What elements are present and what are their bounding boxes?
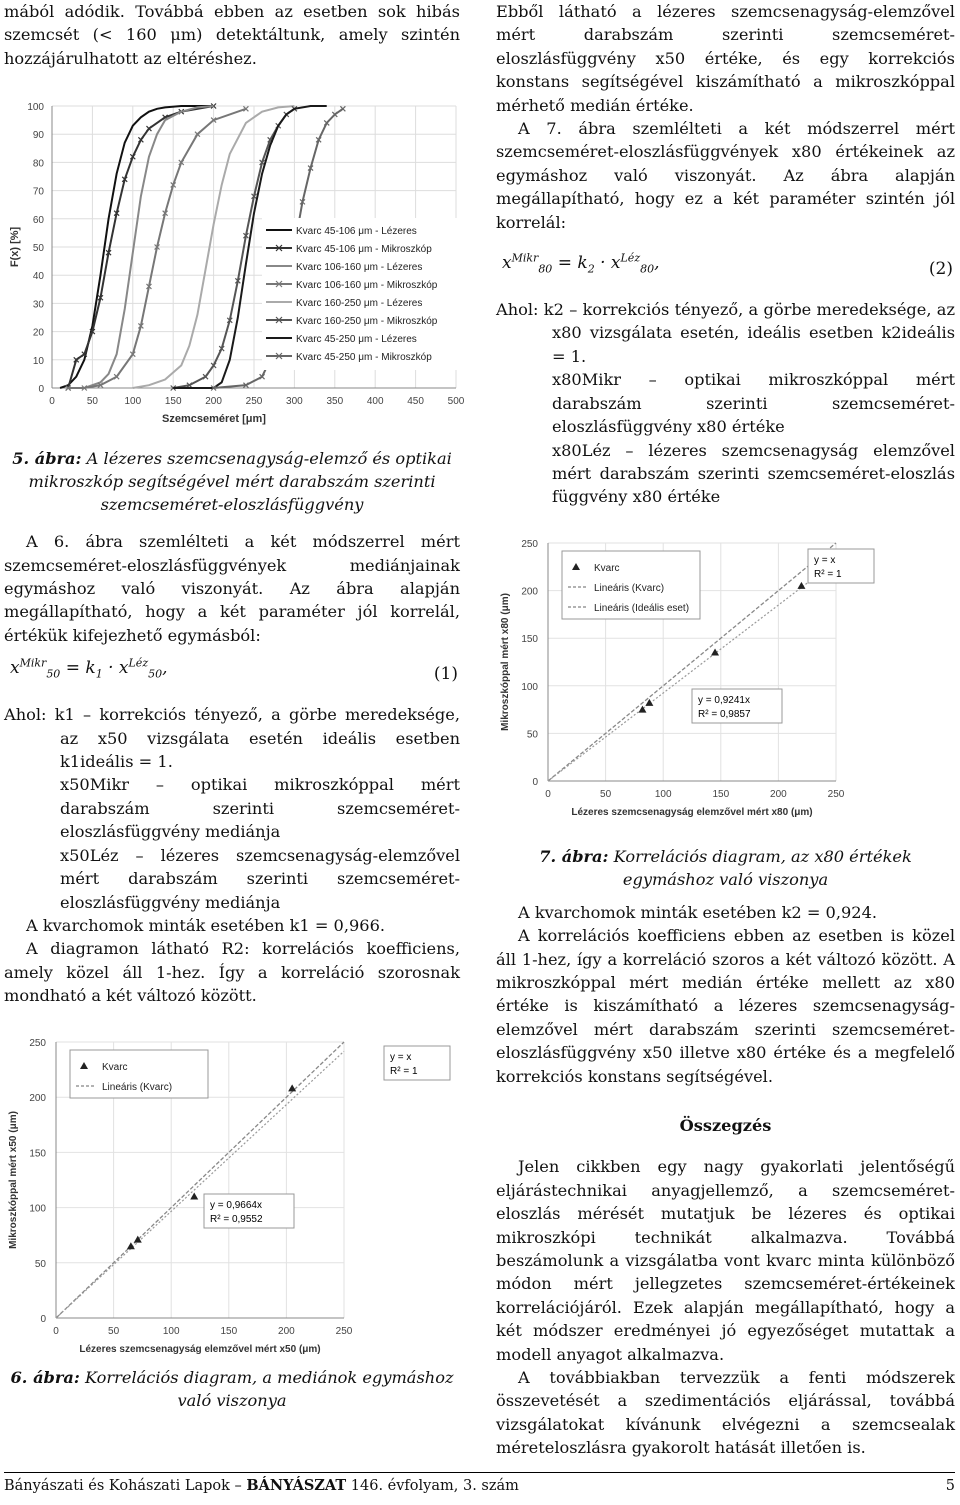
- x-tick-label: 350: [326, 396, 344, 408]
- y-tick-label: 200: [521, 586, 538, 598]
- x-tick-label: 100: [654, 788, 672, 800]
- y-tick-label: 40: [32, 271, 44, 283]
- legend-label: Kvarc 160-250 μm - Lézeres: [296, 298, 423, 310]
- x-tick-label: 450: [407, 396, 424, 408]
- legend-label: Kvarc 106-160 μm - Mikroszkóp: [296, 280, 438, 292]
- equation-body: $x^{Mikr}_{50} = k_1 \cdot x^{Léz}_{50}$,: [10, 656, 168, 681]
- caption-label: 6. ábra:: [10, 1367, 80, 1387]
- equation-body: $x^{Mikr}_{80} = k_2 \cdot x^{Léz}_{80}$,: [502, 251, 660, 276]
- x-tick-label: 100: [124, 396, 142, 408]
- legend-label: Lineáris (Ideális eset): [594, 602, 690, 614]
- paragraph: A kvarchomok minták esetében k2 = 0,924.: [518, 902, 878, 922]
- y-tick-label: 0: [532, 776, 538, 788]
- y-tick-label: 20: [32, 327, 44, 339]
- annotation: R² = 1: [390, 1065, 418, 1077]
- legend-label: Lineáris (Kvarc): [102, 1081, 173, 1093]
- paragraph: A továbbiakban tervezzük a fenti módszerek összevetését a szedimentációs eljárással, továbbá vizsgálatokat kívánunk elvégezni a szemcsealak méreteloszlásra gyakorolt hatását illetően is.: [496, 1368, 955, 1458]
- paragraph: A kvarchomok minták esetében k1 = 0,966.: [26, 915, 386, 935]
- legend-box: [262, 218, 458, 370]
- caption-text: Korrelációs diagram, a mediánok egymáshoz való viszonya: [79, 1367, 454, 1410]
- caption-text: A lézeres szemcsenagyság-elemző és optikai mikroszkóp segítségével mért darabszám szerinti szemcseméret-eloszlásfüggvény: [28, 449, 452, 515]
- legend: [70, 1050, 208, 1098]
- y-tick-label: 100: [27, 102, 44, 114]
- y-tick-label: 80: [32, 158, 44, 170]
- y-tick-label: 0: [40, 1313, 46, 1325]
- caption-label: 5. ábra:: [12, 449, 82, 469]
- journal-volume: 146. évfolyam, 3. szám: [350, 1478, 519, 1494]
- caption-text: Korrelációs diagram, az x80 értékek egymáshoz való viszonya: [608, 846, 912, 889]
- x-tick-label: 0: [49, 396, 55, 408]
- annotation: R² = 1: [814, 568, 842, 580]
- x-tick-label: 300: [286, 396, 303, 408]
- left-column: [4, 0, 465, 1412]
- paragraph: A 7. ábra szemlélteti a két módszerrel mért szemcseméret-eloszlásfüggvények x80 értékeinek az egymáshoz való viszonyát. Az ábra alapján megállapítható, hogy ez a két paraméter szintén jól korrelál:: [496, 119, 955, 232]
- y-axis-label: Mikroszkóppal mért x80 (μm): [500, 592, 511, 731]
- y-axis-label: Mikroszkóppal mért x50 (μm): [8, 1110, 19, 1249]
- y-tick-label: 100: [521, 681, 538, 693]
- x-axis-label: Lézeres szemcsenagyság elemzővel mért x80 (μm): [571, 806, 813, 818]
- paragraph: mából adódik. Továbbá ebben az esetben sok hibás szemcsét (< 160 μm) detektáltunk, amely szintén hozzájárulhatott az eltéréshez.: [4, 2, 460, 68]
- paragraph: A korrelációs koefficiens ebben az esetben is közel áll 1-hez, így a korreláció szoros a két változó között. A mikroszkóppal mért medián értéke mellett az x80 értéke is kiszámítható a lézeres szemcsenagyság-elemzővel mért darabszám szerinti szemcseméret-eloszlásfüggvény x50 illetve x80 értéke és a megfelelő korrekciós konstans segítségével.: [496, 926, 955, 1086]
- caption-label: 7. ábra:: [539, 846, 609, 866]
- y-tick-label: 150: [29, 1147, 46, 1159]
- x-tick-label: 0: [53, 1325, 59, 1337]
- annotation: R² = 0,9552: [210, 1213, 263, 1225]
- definition-k2: Ahol: k2 – korrekciós tényező, a görbe meredeksége, az x80 vizsgálata esetén, ideális esetben k2ideális = 1.: [496, 300, 955, 366]
- definition-lez: x80Léz – lézeres szemcsenagyság elemzővel mért darabszám szerinti szemcseméret-eloszlás függvény x80 értéke: [552, 440, 955, 507]
- definition-lez: x50Léz – lézeres szemcsenagyság-elemzővel mért darabszám szerinti szemcseméret-eloszlásfüggvény mediánja: [60, 845, 460, 912]
- definition-mikr: x50Mikr – optikai mikroszkóppal mért darabszám szerinti szemcseméret-eloszlásfüggvény mediánja: [60, 775, 460, 842]
- x-tick-label: 400: [366, 396, 384, 408]
- y-tick-label: 250: [521, 538, 538, 550]
- paragraph: Jelen cikkben egy nagy gyakorlati jelentőségű eljárástechnikai anyagjellemző, a szemcseméret-eloszlás mérését mutatjuk be lézeres és optikai mikroszkópi technikát alkalmazva. Továbbá beszámolunk a vizsgálatba vont kvarc minta különböző módon mért jellegzetes szemcseméret-értékeinek korrelációjáról. Ezek alapján megállapítható, hogy a két módszer eredményei jó egyezőséget mutattak a modell anyagot alkalmazva.: [496, 1157, 955, 1364]
- figure-6-chart: [4, 1024, 460, 1364]
- journal-section: BÁNYÁSZAT: [246, 1477, 347, 1494]
- legend: [262, 218, 458, 370]
- x-tick-label: 200: [205, 396, 222, 408]
- y-tick-label: 100: [29, 1203, 46, 1215]
- y-tick-label: 90: [32, 130, 44, 142]
- definition-k1: Ahol: k1 – korrekciós tényező, a görbe meredeksége, az x50 vizsgálata esetén ideális esetben k1ideális = 1.: [4, 705, 460, 772]
- y-tick-label: 50: [32, 243, 44, 255]
- legend-label: Kvarc 45-106 μm - Mikroszkóp: [296, 244, 432, 256]
- annotation: y = 0,9664x: [210, 1199, 262, 1211]
- y-tick-label: 30: [32, 299, 44, 311]
- x-axis-label: Lézeres szemcsenagyság elemzővel mért x50 (μm): [79, 1343, 321, 1355]
- annotation: y = 0,9241x: [698, 694, 750, 706]
- legend-label: Lineáris (Kvarc): [594, 582, 665, 594]
- journal-name: Bányászati és Kohászati Lapok: [4, 1478, 230, 1494]
- figure-5-chart: [4, 88, 465, 433]
- legend-label: Kvarc 45-250 μm - Mikroszkóp: [296, 352, 432, 364]
- equation-number: (1): [433, 664, 458, 685]
- y-tick-label: 10: [32, 356, 44, 368]
- figure-7-chart: [496, 529, 952, 839]
- section-heading: Összegzés: [679, 1115, 772, 1135]
- y-tick-label: 200: [29, 1092, 46, 1104]
- figure-7-caption: [496, 845, 955, 891]
- legend-label: Kvarc 160-250 μm - Mikroszkóp: [296, 316, 438, 328]
- equation-number: (2): [928, 259, 953, 280]
- x-tick-label: 200: [770, 788, 787, 800]
- x-axis-label: Szemcseméret [μm]: [162, 413, 266, 426]
- y-axis-label: F(x) [%]: [9, 227, 21, 268]
- y-tick-label: 150: [521, 633, 538, 645]
- paragraph: A 6. ábra szemlélteti a két módszerrel mért szemcseméret-eloszlásfüggvények mediánjainak egymáshoz való viszonyát. Az ábra alapján megállapítható, hogy a két paraméter jól korrelál, értékük kifejezhető egymásból:: [4, 532, 460, 645]
- annotation: R² = 0,9857: [698, 708, 751, 720]
- legend-label: Kvarc 45-106 μm - Lézeres: [296, 226, 417, 238]
- equation-1: [4, 647, 460, 703]
- x-tick-label: 150: [220, 1325, 238, 1337]
- x-tick-label: 500: [447, 396, 465, 408]
- y-tick-label: 0: [38, 384, 44, 396]
- paragraph: A diagramon látható R2: korrelációs koefficiens, amely közel áll 1-hez. Így a korreláció szorosnak mondható a két változó között.: [4, 939, 460, 1006]
- x-tick-label: 250: [335, 1325, 353, 1337]
- x-tick-label: 100: [162, 1325, 180, 1337]
- x-tick-label: 50: [86, 396, 98, 408]
- x-tick-label: 250: [245, 396, 263, 408]
- y-tick-label: 50: [526, 729, 538, 741]
- y-tick-label: 70: [32, 186, 44, 198]
- legend-label: Kvarc: [594, 562, 620, 574]
- y-tick-label: 50: [34, 1258, 46, 1270]
- x-tick-label: 200: [278, 1325, 295, 1337]
- x-tick-label: 0: [545, 788, 551, 800]
- y-tick-label: 250: [29, 1037, 46, 1049]
- paragraph: Ebből látható a lézeres szemcsenagyság-elemzővel mért darabszám szerinti szemcseméret-eloszlásfüggvény x50 értéke, és egy korrekciós konstans segítségével kiszámítható a mikroszkóppal mérhető medián értéke.: [496, 2, 955, 115]
- figure-6-caption: [4, 1366, 460, 1412]
- annotation: y = x: [390, 1051, 412, 1063]
- x-tick-label: 150: [164, 396, 182, 408]
- x-tick-label: 50: [600, 788, 612, 800]
- x-tick-label: 50: [108, 1325, 120, 1337]
- page-footer: Bányászati és Kohászati Lapok – BÁNYÁSZAT 146. évfolyam, 3. szám 5: [4, 1472, 955, 1497]
- equation-2: [496, 242, 955, 298]
- annotation: y = x: [814, 554, 836, 566]
- right-column: [496, 0, 955, 1460]
- legend-label: Kvarc: [102, 1061, 128, 1073]
- legend-label: Kvarc 106-160 μm - Lézeres: [296, 262, 423, 274]
- definition-mikr: x80Mikr – optikai mikroszkóppal mért darabszám szerinti szemcseméret-eloszlásfüggvény x80 értéke: [552, 370, 955, 437]
- x-tick-label: 150: [712, 788, 730, 800]
- x-tick-label: 250: [827, 788, 845, 800]
- page-number: 5: [945, 1478, 955, 1494]
- figure-5-caption: [4, 447, 460, 516]
- y-tick-label: 60: [32, 215, 44, 227]
- legend: [562, 551, 700, 619]
- legend-label: Kvarc 45-250 μm - Lézeres: [296, 334, 417, 346]
